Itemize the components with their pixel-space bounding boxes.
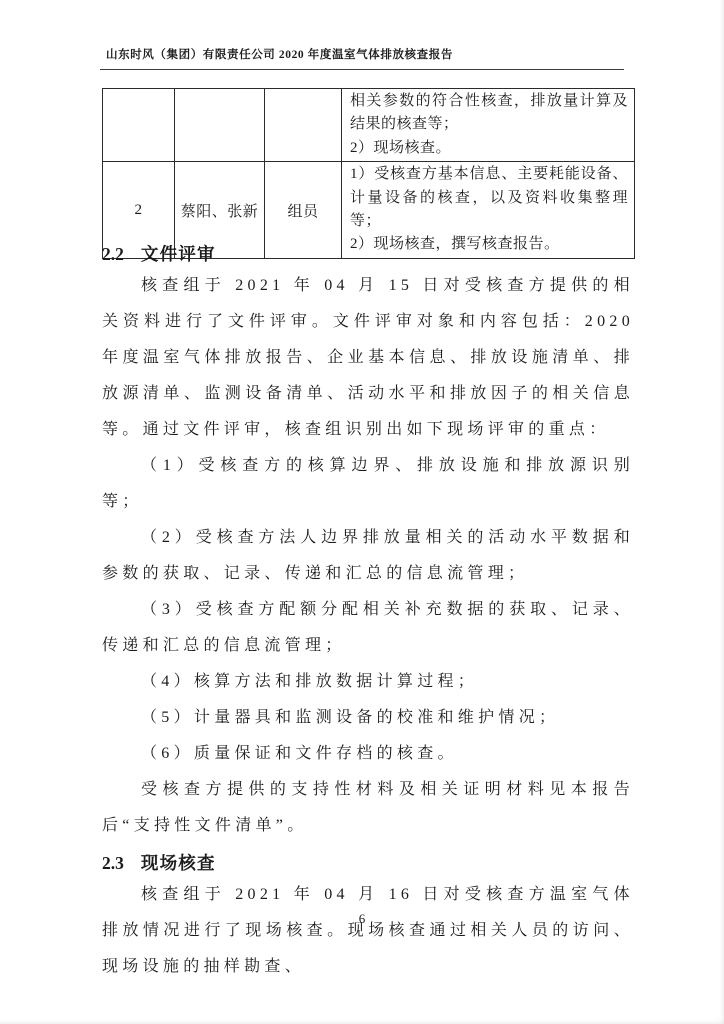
page-footer	[0, 910, 724, 928]
duty-line: 2）现场核查。	[350, 139, 452, 156]
review-focus-item-1: （1）受核查方的核算边界、排放设施和排放源识别等；	[102, 457, 634, 510]
supporting-documents-paragraph: 受核查方提供的支持性材料及相关证明材料见本报告后“支持性文件清单”。	[102, 781, 634, 834]
cell-index	[103, 89, 175, 162]
cell-role	[265, 89, 342, 162]
section-title: 文件评审	[140, 244, 216, 264]
cell-members: 蔡阳、张新	[175, 162, 265, 259]
cell-role: 组员	[265, 162, 342, 259]
cell-duties	[342, 89, 635, 162]
page-number: 6	[358, 911, 366, 926]
header-title: 山东时风（集团）有限责任公司 2020 年度温室气体排放核查报告	[106, 49, 453, 61]
review-focus-item-2: （2）受核查方法人边界排放量相关的活动水平数据和参数的获取、记录、传递和汇总的信息流管理；	[102, 529, 634, 582]
section-number: 2.2	[102, 244, 124, 264]
document-review-paragraph: 核查组于 2021 年 04 月 15 日对受核查方提供的相关资料进行了文件评审。文件评审对象和内容包括：2020 年度温室气体排放报告、企业基本信息、排放设施清单、排放源清单、监测设备清单、活动水平和排放因子的相关信息等。通过文件评审，核查组识别出如下现场评审的重点：	[102, 277, 634, 438]
cell-members	[175, 89, 265, 162]
section-2-3-heading	[102, 850, 634, 877]
section-number: 2.3	[102, 853, 124, 873]
review-focus-item-6: （6）质量保证和文件存档的核查。	[141, 745, 458, 762]
page-body	[102, 232, 634, 985]
cell-index: 2	[103, 162, 175, 259]
page-header	[100, 46, 624, 70]
review-focus-item-3: （3）受核查方配额分配相关补充数据的获取、记录、传递和汇总的信息流管理；	[102, 601, 634, 654]
duty-line: 2）现场核查，撰写核查报告。	[350, 236, 560, 253]
review-focus-item-5: （5）计量器具和监测设备的校准和维护情况；	[141, 709, 560, 726]
review-focus-item-4: （4）核算方法和排放数据计算过程；	[141, 673, 479, 690]
duty-line: 1）受核查方基本信息、主要耗能设备、计量设备的核查，以及资料收集整理等；	[350, 166, 628, 230]
section-2-2-heading	[102, 241, 634, 268]
table-row	[103, 89, 635, 162]
section-title: 现场核查	[140, 853, 216, 873]
duty-line: 相关参数的符合性核查，排放量计算及结果的核查等；	[350, 93, 628, 133]
onsite-verification-paragraph: 核查组于 2021 年 04 月 16 日对受核查方温室气体排放情况进行了现场核查。现场核查通过相关人员的访问、现场设施的抽样勘查、	[102, 886, 634, 975]
